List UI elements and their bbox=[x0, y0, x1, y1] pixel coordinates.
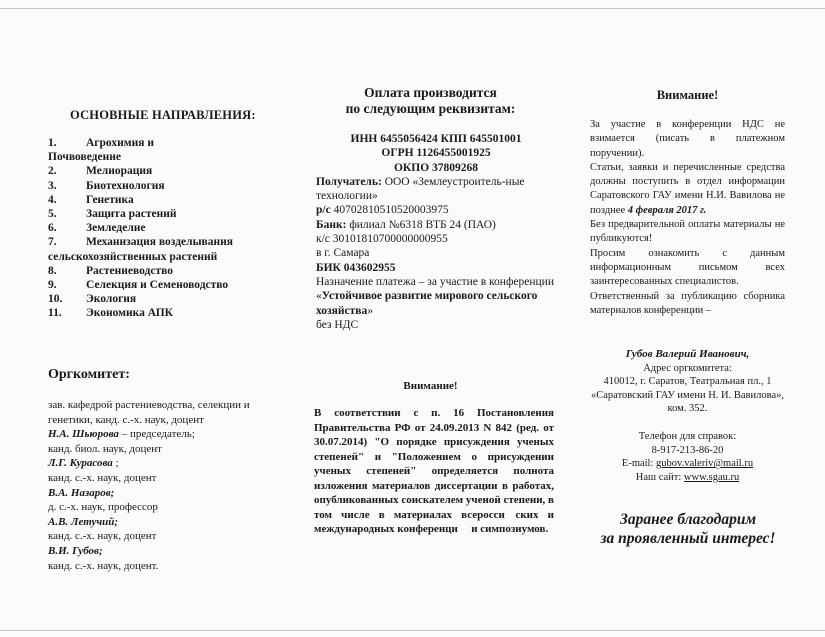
note-deadline: Статьи, заявки и перечисленные средства должны поступить в отдел информации Саратовского ГАУ имени Н.И. Вавилова не позднее 4 февраля 2017 г. bbox=[590, 161, 785, 216]
bank-city: в г. Самара bbox=[316, 247, 370, 260]
list-item: 1. Агрохимия и bbox=[48, 137, 154, 149]
list-item-continuation: Почвоведение bbox=[48, 151, 121, 164]
member-5-degree: канд. с.-х. наук, доцент. bbox=[48, 559, 159, 572]
directions-list bbox=[48, 136, 278, 321]
member-4: А.В. Летучий; bbox=[48, 515, 119, 528]
list-item: 6. Земледелие bbox=[48, 222, 146, 235]
recipient: Получатель: ООО «Землеустроитель-ные технологии» bbox=[316, 175, 525, 203]
no-vat: без НДС bbox=[316, 318, 359, 331]
member-5: В.И. Губов; bbox=[48, 544, 103, 557]
list-item: 11. Экономика АПК bbox=[48, 307, 174, 320]
note-responsible: Ответственный за публикацию сборника материалов конференции – bbox=[590, 290, 785, 316]
member-1-degree: канд. биол. наук, доцент bbox=[48, 442, 162, 455]
address-line: 410012, г. Саратов, Театральная пл., 1 bbox=[603, 376, 772, 388]
bank: Банк: филиал №6318 ВТБ 24 (ПАО) bbox=[316, 218, 496, 231]
list-item: 4. Генетика bbox=[48, 193, 134, 206]
site-line: Наш сайт: www.sgau.ru bbox=[635, 471, 740, 483]
orgcommittee-list bbox=[48, 398, 278, 573]
address-line: ком. 352. bbox=[667, 403, 708, 415]
orgcommittee-intro: зав. кафедрой растениеводства, селекции и генетики, канд. с.-х. наук, доцент bbox=[48, 399, 250, 426]
list-item: 5. Защита растений bbox=[48, 208, 177, 221]
payment-requisites bbox=[316, 132, 556, 332]
okpo: ОКПО 37809268 bbox=[393, 161, 479, 174]
attention-text: В соответствии с п. 16 Постановления Правительства РФ от 24.09.2013 N 842 (ред. от 30.07.2014) "О порядке присуждения ученых степеней" и "Положением о присуждении ученых степеней" определяется полнота изложения материалов диссертации в работах, опубликованных соискателем ученой степени, в том числе в материалах всероссиᅟских и международных конференциᅟ и симпозиумов. bbox=[314, 407, 554, 535]
bik: БИК 043602955 bbox=[316, 261, 396, 274]
member-4-degree: канд. с.-х. наук, доцент bbox=[48, 530, 157, 543]
list-item: 3. Биотехнология bbox=[48, 179, 165, 192]
account: р/с 40702810510520003975 bbox=[316, 204, 449, 217]
attention-title: Внимание! bbox=[403, 380, 458, 392]
list-item: 9. Селекция и Семеноводство bbox=[48, 279, 229, 292]
attention-notes bbox=[590, 118, 785, 318]
corr-account: к/с 30101810700000000955 bbox=[316, 233, 448, 246]
orgcommittee-title: Оргкомитет: bbox=[48, 367, 130, 382]
list-item: 10. Экология bbox=[48, 293, 137, 306]
contact-block bbox=[580, 348, 795, 484]
address-label: Адрес оргкомитета: bbox=[643, 362, 732, 374]
member-2-degree: канд. с.-х. наук, доцент bbox=[48, 471, 157, 484]
email-line: E-mail: gubov.valeriv@mail.ru bbox=[621, 458, 754, 470]
payment-purpose: Назначение платежа – за участие в конференции «Устойчивое развитие мирового сельского хозяйства» bbox=[316, 275, 554, 317]
note-vat: За участие в конференции НДС не взимается (писать в платежном поручении). bbox=[590, 119, 785, 159]
directions-title: ОСНОВНЫЕ НАПРАВЛЕНИЯ: bbox=[70, 108, 256, 122]
scan-artifact-bottom bbox=[0, 630, 825, 631]
ogrn: ОГРН 1126455001925 bbox=[381, 147, 491, 160]
email-link[interactable]: gubov.valeriv@mail.ru bbox=[656, 458, 754, 470]
payment-title: Оплата производится по следующим реквизитам: bbox=[345, 85, 516, 116]
member-2: Л.Г. Курасова ; bbox=[48, 457, 119, 470]
inn-kpp: ИНН 6455056424 КПП 645501001 bbox=[350, 133, 522, 145]
phone-number: 8-917-213-86-20 bbox=[651, 444, 724, 456]
list-item: 2. Мелиорация bbox=[48, 165, 153, 178]
attention-title: Внимание! bbox=[656, 88, 719, 102]
thanks-message: Заранее благодарим за проявленный интерес! bbox=[600, 511, 776, 547]
member-3-degree: д. с.-х. наук, профессор bbox=[48, 501, 158, 514]
list-item: 7. Механизация возделывания bbox=[48, 236, 233, 249]
list-item-continuation: сельскохозяйственных растений bbox=[48, 250, 218, 263]
member-3: В.А. Назаров; bbox=[48, 486, 115, 499]
address-line: «Саратовский ГАУ имени Н. И. Вавилова», bbox=[591, 389, 784, 401]
note-share: Просим ознакомить с данным информационным письмом всех заинтересованных специалистов. bbox=[590, 247, 785, 288]
member-1: Н.А. Шьюрова – председатель; bbox=[48, 428, 195, 441]
note-prepayment: Без предварительной оплаты материалы не публикуются! bbox=[590, 219, 785, 245]
site-link[interactable]: www.sgau.ru bbox=[683, 471, 740, 483]
list-item: 8. Растениеводство bbox=[48, 264, 173, 277]
phone-label: Телефон для справок: bbox=[638, 430, 737, 442]
scan-artifact-top bbox=[0, 8, 825, 9]
responsible-person: Губов Валерий Иванович, bbox=[625, 348, 750, 360]
